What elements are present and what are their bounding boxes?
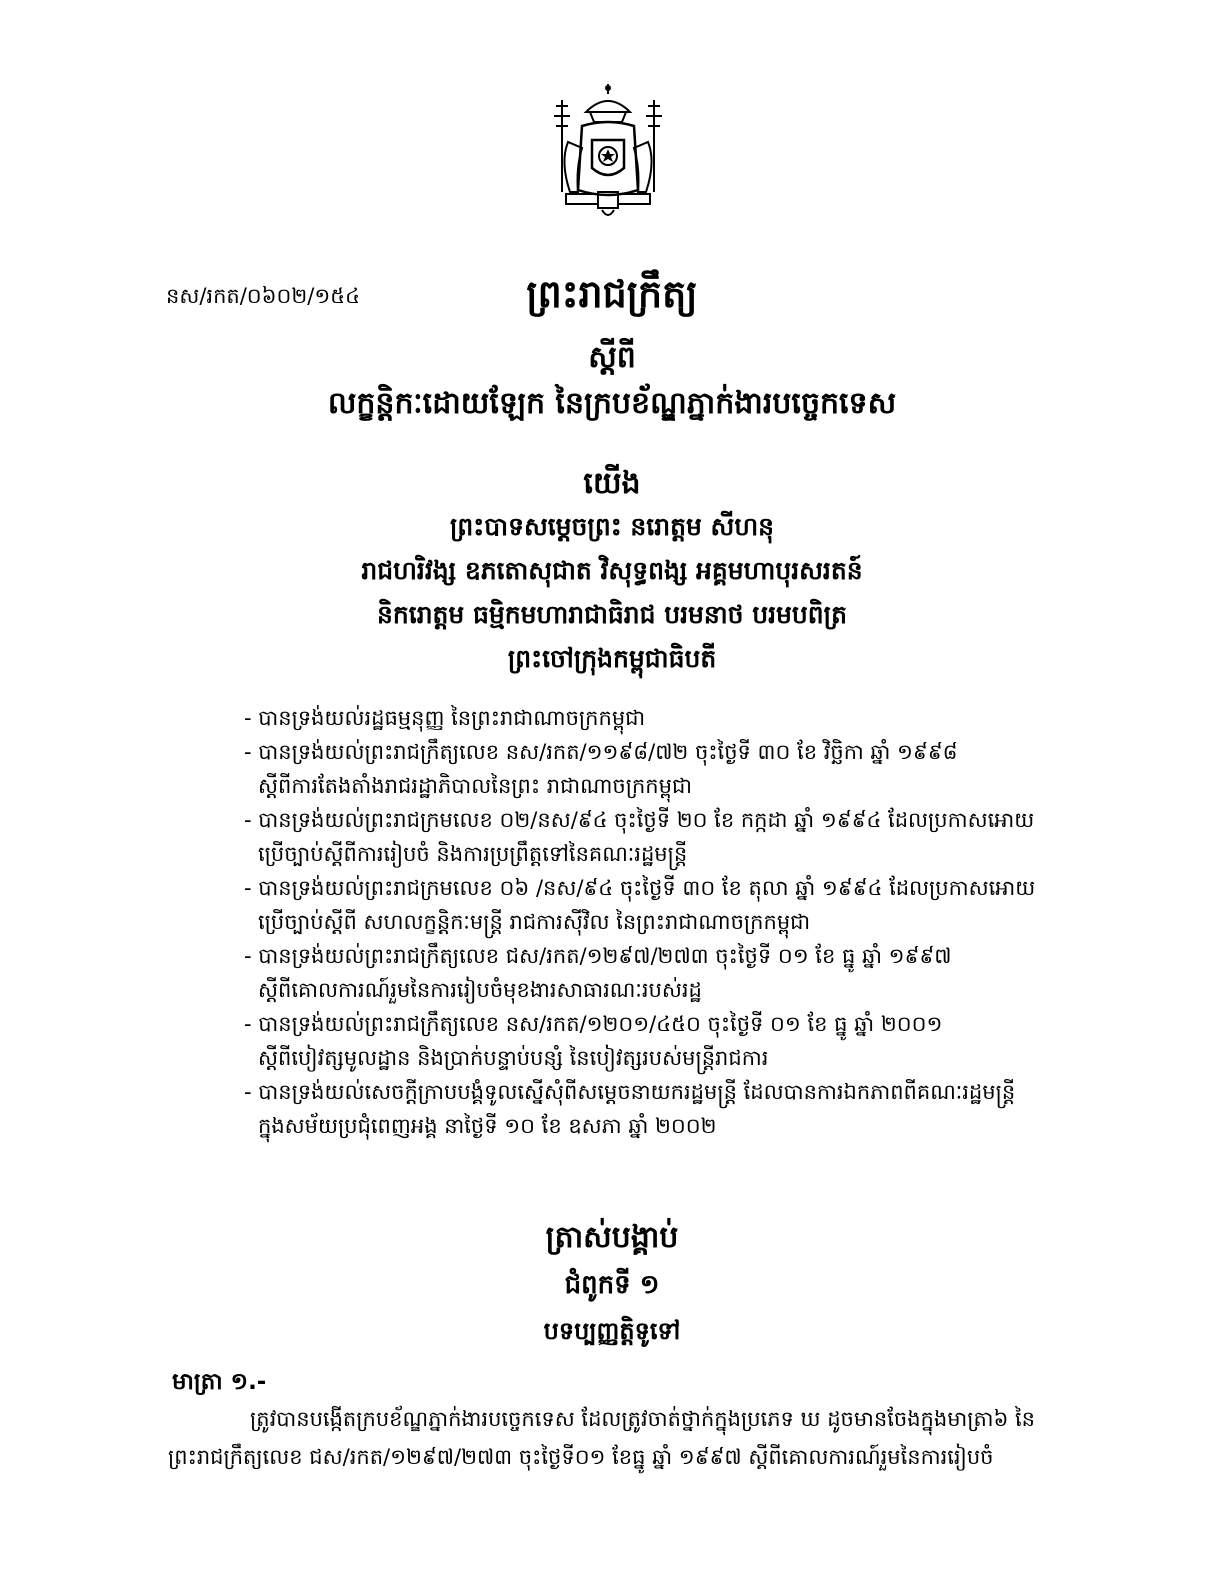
recital-line: - បានទ្រង់យល់ព្រះរាជក្រឹត្យលេខ ជស/រកត/១២៩៧/២៧៣ ចុះថ្ងៃទី ០១ ខែ ធ្នូ ឆ្នាំ ១៩៩៧ bbox=[244, 944, 952, 968]
recital-item bbox=[244, 1079, 1064, 1147]
recital-line-continued: ស្តីពីការតែងតាំងរាជរដ្ឋាភិបាលនៃព្រះ រាជាណាចក្រកម្ពុជា bbox=[258, 774, 692, 798]
recital-item bbox=[244, 943, 1064, 1011]
king-title-line: និករោត្តម ធម្មិកមហារាជាធិរាជ បរមនាថ បរមបពិត្រ bbox=[377, 600, 847, 629]
preamble-we: យើង bbox=[583, 466, 641, 501]
article-number: មាត្រា ១.- bbox=[172, 1369, 267, 1395]
recital-line: - បានទ្រង់យល់ព្រះរាជក្រមលេខ ០៦ /នស/៩៤ ចុះថ្ងៃទី ៣០ ខែ តុលា ឆ្នាំ ១៩៩៤ ដែលប្រកាសអោយ bbox=[244, 876, 1036, 900]
recital-item bbox=[244, 875, 1064, 943]
chapter-number: ជំពូកទី ១ bbox=[564, 1270, 660, 1300]
recital-line-continued: ប្រើច្បាប់ស្តីពីការរៀបចំ និងការប្រព្រឹត្តទៅនៃគណៈរដ្ឋមន្ត្រី bbox=[258, 842, 688, 866]
document-title: ព្រះរាជក្រឹត្យ bbox=[526, 272, 698, 316]
recital-line: - បានទ្រង់យល់ព្រះរាជក្រឹត្យលេខ នស/រកត/១២០១/៤៥០ ចុះថ្ងៃទី ០១ ខែ ធ្នូ ឆ្នាំ ២០០១ bbox=[244, 1012, 943, 1036]
article-body-line: ត្រូវបានបង្កើតក្របខ័ណ្ឌភ្នាក់ងារបច្ចេកទេស ដែលត្រូវចាត់ថ្នាក់ក្នុងប្រភេទ ឃ ដូចមានចែងក្នុងមាត្រា៦ នៃ bbox=[250, 1407, 1035, 1431]
recital-line: - បានទ្រង់យល់ព្រះរាជក្រមលេខ ០២/នស/៩៤ ចុះថ្ងៃទី ២០ ខែ កក្កដា ឆ្នាំ ១៩៩៤ ដែលប្រកាសអោយ bbox=[244, 808, 1035, 832]
recital-item bbox=[244, 807, 1064, 875]
title-about: ស្តីពី bbox=[588, 340, 636, 375]
king-title-line: ព្រះចៅក្រុងកម្ពុជាធិបតី bbox=[507, 644, 717, 673]
recital-item bbox=[244, 739, 1064, 807]
recital-line-continued: ក្នុងសម័យប្រជុំពេញអង្គ នាថ្ងៃទី ១០ ខែ ឧសភា ឆ្នាំ ២០០២ bbox=[258, 1114, 717, 1138]
recital-line-continued: ប្រើច្បាប់ស្តីពី សហលក្ខន្តិកៈមន្ត្រី រាជការស៊ីវិល នៃព្រះរាជាណាចក្រកម្ពុជា bbox=[258, 910, 811, 934]
title-subject: លក្ខន្តិកៈដោយឡែក នៃក្របខ័ណ្ឌភ្នាក់ងារបច្ចេកទេស bbox=[327, 386, 897, 421]
king-title-line: រាជហរិវង្ស ឧភតោសុជាត វិសុទ្ធពង្ស អគ្គមហាបុរសរតន៍ bbox=[361, 556, 863, 585]
recital-line: - បានទ្រង់យល់រដ្ឋធម្មនុញ្ញ នៃព្រះរាជាណាចក្រកម្ពុជា bbox=[244, 706, 646, 730]
decree-heading: ត្រាស់បង្គាប់ bbox=[545, 1220, 679, 1255]
recital-item bbox=[244, 1011, 1064, 1079]
recitals-list bbox=[244, 705, 1064, 1147]
king-title-line: ព្រះបាទសម្តេចព្រះ នរោត្តម សីហនុ bbox=[449, 512, 775, 541]
recital-line-continued: ស្តីពីបៀវត្សមូលដ្ឋាន និងប្រាក់បន្ទាប់បន្សំ នៃបៀវត្សរបស់មន្ត្រីរាជការ bbox=[258, 1046, 769, 1070]
royal-coat-of-arms-emblem bbox=[548, 82, 668, 222]
recital-item bbox=[244, 705, 1064, 739]
chapter-title: បទប្បញ្ញត្តិទូទៅ bbox=[543, 1317, 681, 1345]
decree-reference-number: នស/រកត/០៦០២/១៥៤ bbox=[166, 284, 361, 308]
recital-line-continued: ស្តីពីគោលការណ៍រួមនៃការរៀបចំមុខងារសាធារណៈរបស់រដ្ឋ bbox=[258, 978, 702, 1002]
recital-line: - បានទ្រង់យល់ព្រះរាជក្រឹត្យលេខ នស/រកត/១១៩៨/៧២ ចុះថ្ងៃទី ៣០ ខែ វិច្ឆិកា ឆ្នាំ ១៩៩៨ bbox=[244, 740, 958, 764]
recital-line: - បានទ្រង់យល់សេចក្តីក្រាបបង្គំទូលស្នើសុំពីសម្តេចនាយករដ្ឋមន្ត្រី ដែលបានការឯកភាពពីគណៈរដ្ឋមន្ត្រី bbox=[244, 1080, 1016, 1104]
article-body-line: ព្រះរាជក្រឹត្យលេខ ជស/រកត/១២៩៧/២៧៣ ចុះថ្ងៃទី០១ ខែធ្នូ ឆ្នាំ ១៩៩៧ ស្តីពីគោលការណ៍រួមនៃការរៀបចំ bbox=[168, 1445, 994, 1469]
